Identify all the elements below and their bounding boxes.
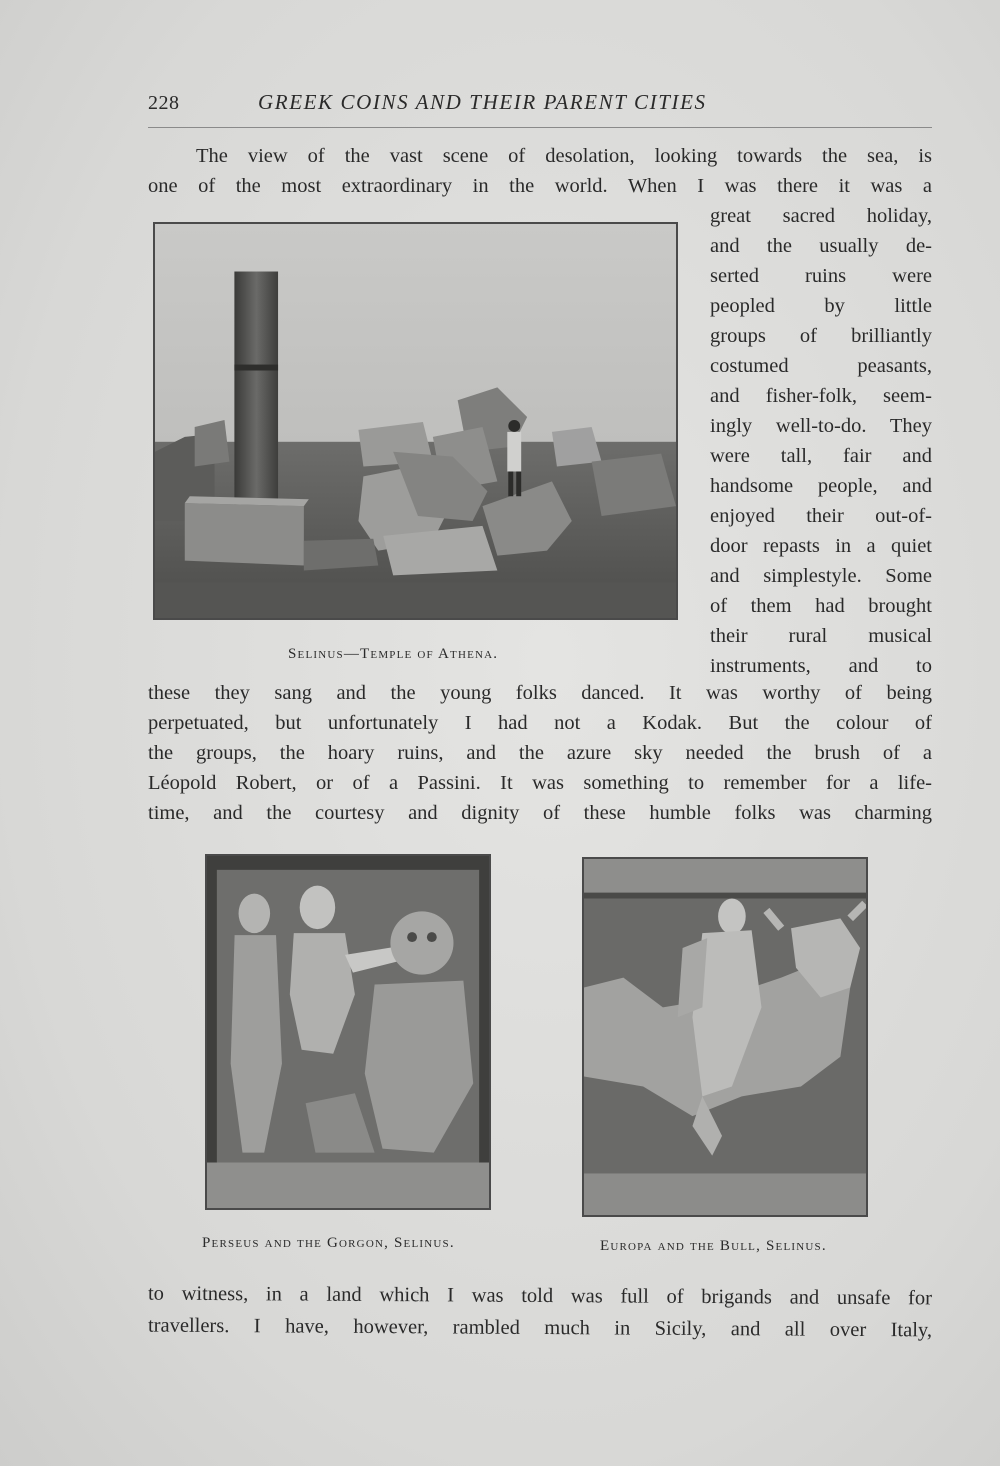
text-line: one of the most extraordinary in the world. When I was there it was a bbox=[148, 175, 932, 197]
text-line: groups of brilliantly bbox=[710, 325, 932, 347]
text-line: enjoyed their out-of- bbox=[710, 505, 932, 527]
text-line: great sacred holiday, bbox=[710, 205, 932, 227]
text-line: ingly well-to-do. They bbox=[710, 415, 932, 437]
europa-caption: Europa and the Bull, Selinus. bbox=[600, 1238, 827, 1254]
text-line: The view of the vast scene of desolation, looking towards the sea, is bbox=[196, 145, 932, 167]
text-line: peopled by little bbox=[710, 295, 932, 317]
text-line: costumed peasants, bbox=[710, 355, 932, 377]
text-line: time, and the courtesy and dignity of these humble folks was charming bbox=[148, 802, 932, 824]
text-line: travellers. I have, however, rambled much in Sicily, and all over Italy, bbox=[147, 1314, 933, 1342]
europa-relief-photo bbox=[582, 857, 868, 1217]
perseus-caption: Perseus and the Gorgon, Selinus. bbox=[202, 1235, 455, 1251]
header-rule bbox=[148, 127, 932, 128]
text-line: of them had brought bbox=[710, 595, 932, 617]
text-line: door repasts in a quiet bbox=[710, 535, 932, 557]
page-header bbox=[148, 88, 932, 122]
running-head: GREEK COINS AND THEIR PARENT CITIES bbox=[258, 90, 707, 114]
text-line: the groups, the hoary ruins, and the azure sky needed the brush of a bbox=[148, 742, 932, 764]
text-line: serted ruins were bbox=[710, 265, 932, 287]
text-line: Léopold Robert, or of a Passini. It was something to remember for a life- bbox=[148, 772, 932, 794]
text-line: to witness, in a land which I was told was full of brigands and unsafe for bbox=[147, 1282, 933, 1310]
perseus-relief-photo bbox=[205, 854, 491, 1210]
text-line: handsome people, and bbox=[710, 475, 932, 497]
temple-caption: Selinus—Temple of Athena. bbox=[288, 646, 499, 662]
text-line: perpetuated, but unfortunately I had not a Kodak. But the colour of bbox=[148, 712, 932, 734]
text-line: were tall, fair and bbox=[710, 445, 932, 467]
page-number: 228 bbox=[148, 92, 180, 114]
text-line: instruments, and to bbox=[710, 655, 932, 677]
text-line: and simplestyle. Some bbox=[710, 565, 932, 587]
text-line: their rural musical bbox=[710, 625, 932, 647]
text-line: and fisher-folk, seem- bbox=[710, 385, 932, 407]
text-line: and the usually de- bbox=[710, 235, 932, 257]
text-line: these they sang and the young folks danced. It was worthy of being bbox=[148, 682, 932, 704]
temple-photo bbox=[153, 222, 678, 620]
